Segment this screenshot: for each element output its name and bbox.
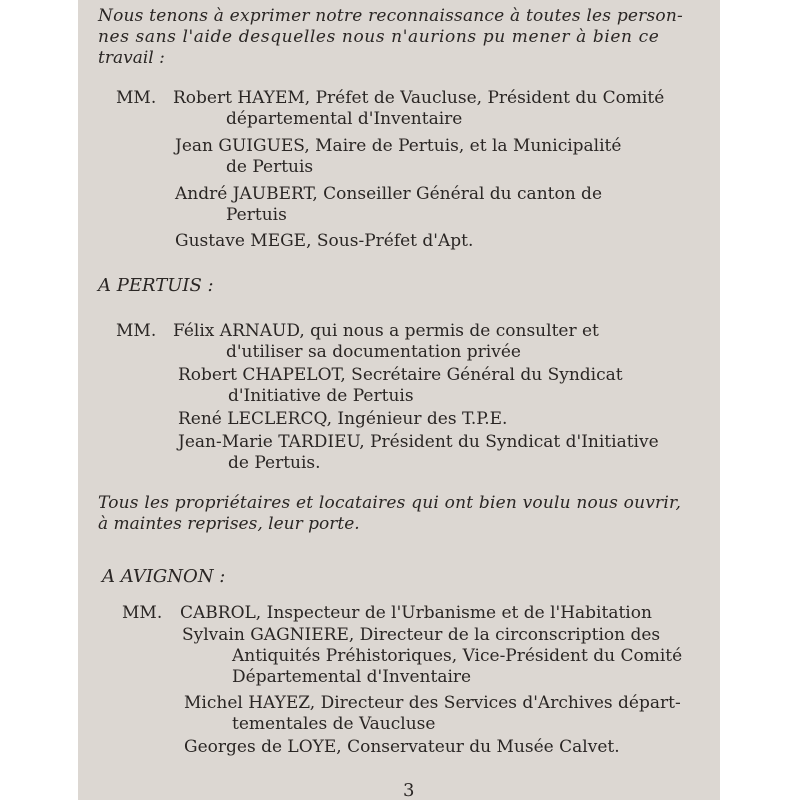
general-item-3-line-1: André JAUBERT, Conseiller Général du canton de bbox=[175, 184, 603, 204]
general-prefix: MM. bbox=[116, 88, 157, 108]
avignon-item-3-line-2: tementales de Vaucluse bbox=[232, 714, 436, 734]
pertuis-item-3-line-1: René LECLERCQ, Ingénieur des T.P.E. bbox=[178, 409, 508, 429]
pertuis-item-2-line-1: Robert CHAPELOT, Secrétaire Général du Syndicat bbox=[178, 365, 623, 385]
avignon-item-1-line-1: CABROL, Inspecteur de l'Urbanisme et de l'Habitation bbox=[180, 603, 652, 623]
avignon-prefix: MM. bbox=[122, 603, 163, 623]
pertuis-item-4-line-1: Jean-Marie TARDIEU, Président du Syndicat d'Initiative bbox=[178, 432, 659, 452]
pertuis-prefix: MM. bbox=[116, 321, 157, 341]
general-item-2-line-1: Jean GUIGUES, Maire de Pertuis, et la Municipalité bbox=[175, 136, 622, 156]
avignon-heading: A AVIGNON : bbox=[102, 566, 226, 587]
page-number: 3 bbox=[403, 780, 415, 800]
general-item-1-line-2: départemental d'Inventaire bbox=[226, 109, 463, 129]
general-item-2-line-2: de Pertuis bbox=[226, 157, 314, 177]
document-page bbox=[78, 0, 720, 800]
pertuis-item-1-line-1: Félix ARNAUD, qui nous a permis de consulter et bbox=[173, 321, 599, 341]
intro-line-3: travail : bbox=[98, 48, 165, 68]
owners-line-2: à maintes reprises, leur porte. bbox=[98, 514, 360, 534]
avignon-item-3-line-1: Michel HAYEZ, Directeur des Services d'Archives départ- bbox=[184, 693, 681, 713]
pertuis-item-2-line-2: d'Initiative de Pertuis bbox=[228, 386, 414, 406]
avignon-item-2-line-2: Antiquités Préhistoriques, Vice-Président du Comité bbox=[232, 646, 683, 666]
general-item-1-line-1: Robert HAYEM, Préfet de Vaucluse, Président du Comité bbox=[173, 88, 665, 108]
avignon-item-2-line-1: Sylvain GAGNIERE, Directeur de la circonscription des bbox=[182, 625, 661, 645]
pertuis-heading: A PERTUIS : bbox=[98, 275, 214, 296]
intro-line-1: Nous tenons à exprimer notre reconnaissance à toutes les person- bbox=[98, 6, 683, 26]
general-item-4-line-1: Gustave MEGE, Sous-Préfet d'Apt. bbox=[175, 231, 474, 251]
intro-line-2: nes sans l'aide desquelles nous n'aurions pu mener à bien ce bbox=[98, 27, 660, 47]
pertuis-item-1-line-2: d'utiliser sa documentation privée bbox=[226, 342, 521, 362]
owners-line-1: Tous les propriétaires et locataires qui ont bien voulu nous ouvrir, bbox=[98, 493, 682, 513]
general-item-3-line-2: Pertuis bbox=[226, 205, 287, 225]
avignon-item-4-line-1: Georges de LOYE, Conservateur du Musée Calvet. bbox=[184, 737, 620, 757]
avignon-item-2-line-3: Départemental d'Inventaire bbox=[232, 667, 472, 687]
pertuis-item-4-line-2: de Pertuis. bbox=[228, 453, 321, 473]
